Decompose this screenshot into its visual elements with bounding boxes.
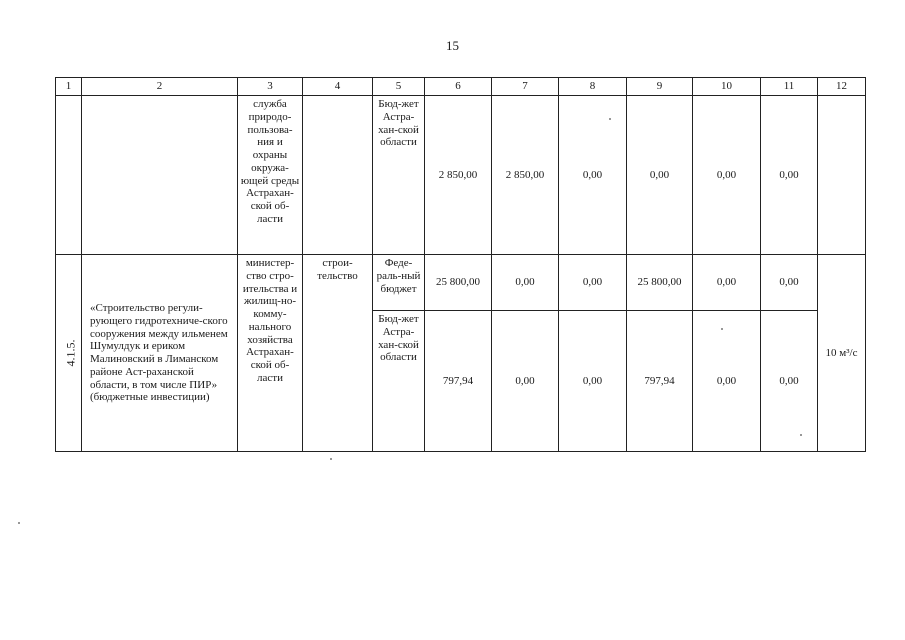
value-cell: 797,94 <box>627 311 693 452</box>
scan-speck <box>609 118 611 120</box>
value-cell: 0,00 <box>693 255 761 311</box>
number-cell <box>56 96 82 255</box>
item-number: 4.1.5. <box>63 339 78 367</box>
funding-source-cell: Бюд-жет Астра-хан-ской области <box>373 311 425 452</box>
value-cell: 0,00 <box>492 311 559 452</box>
type-cell: строи-тельство <box>303 255 373 452</box>
result-cell: 10 м³/с <box>818 255 866 452</box>
value-cell: 25 800,00 <box>425 255 492 311</box>
scan-speck <box>800 434 802 436</box>
header-cell: 5 <box>373 78 425 96</box>
value-cell: 0,00 <box>761 255 818 311</box>
value-cell: 0,00 <box>761 96 818 255</box>
value-cell: 0,00 <box>693 96 761 255</box>
scan-speck <box>721 328 723 330</box>
header-cell: 2 <box>82 78 238 96</box>
result-cell <box>818 96 866 255</box>
scan-speck <box>18 522 20 524</box>
value-cell: 0,00 <box>761 311 818 452</box>
header-cell: 12 <box>818 78 866 96</box>
header-cell: 6 <box>425 78 492 96</box>
header-cell: 9 <box>627 78 693 96</box>
value-cell: 0,00 <box>559 96 627 255</box>
value-cell: 0,00 <box>627 96 693 255</box>
header-cell: 3 <box>238 78 303 96</box>
budget-table <box>55 77 866 452</box>
value-cell: 2 850,00 <box>425 96 492 255</box>
funding-source-cell: Бюд-жет Астра-хан-ской области <box>373 96 425 255</box>
value-cell: 2 850,00 <box>492 96 559 255</box>
description-cell: «Строительство регули-рующего гидротехниче-ского сооружения между ильменем Шумулдук и ериком Малиновский в Лиманском районе Аст-раханской области, в том числе ПИР» (бюджетные инвестиции) <box>82 255 238 452</box>
header-row <box>56 78 866 96</box>
description-cell <box>82 96 238 255</box>
value-cell: 0,00 <box>559 255 627 311</box>
executor-cell: министер-ство стро-ительства и жилищ-но-комму-нального хозяйства Астрахан-ской об-ласти <box>238 255 303 452</box>
header-cell: 10 <box>693 78 761 96</box>
header-cell: 1 <box>56 78 82 96</box>
table-row <box>56 96 866 255</box>
header-cell: 4 <box>303 78 373 96</box>
value-cell: 25 800,00 <box>627 255 693 311</box>
funding-source-cell: Феде-раль-ный бюджет <box>373 255 425 311</box>
executor-cell: служба природо-пользова-ния и охраны окружа-ющей среды Астрахан-ской об-ласти <box>238 96 303 255</box>
value-cell: 0,00 <box>492 255 559 311</box>
page-number: 15 <box>446 38 459 53</box>
value-cell: 0,00 <box>559 311 627 452</box>
scan-speck <box>330 458 332 460</box>
header-cell: 8 <box>559 78 627 96</box>
value-cell: 797,94 <box>425 311 492 452</box>
header-cell: 11 <box>761 78 818 96</box>
value-cell: 0,00 <box>693 311 761 452</box>
type-cell <box>303 96 373 255</box>
header-cell: 7 <box>492 78 559 96</box>
table-row <box>56 255 866 311</box>
number-cell <box>56 255 82 452</box>
